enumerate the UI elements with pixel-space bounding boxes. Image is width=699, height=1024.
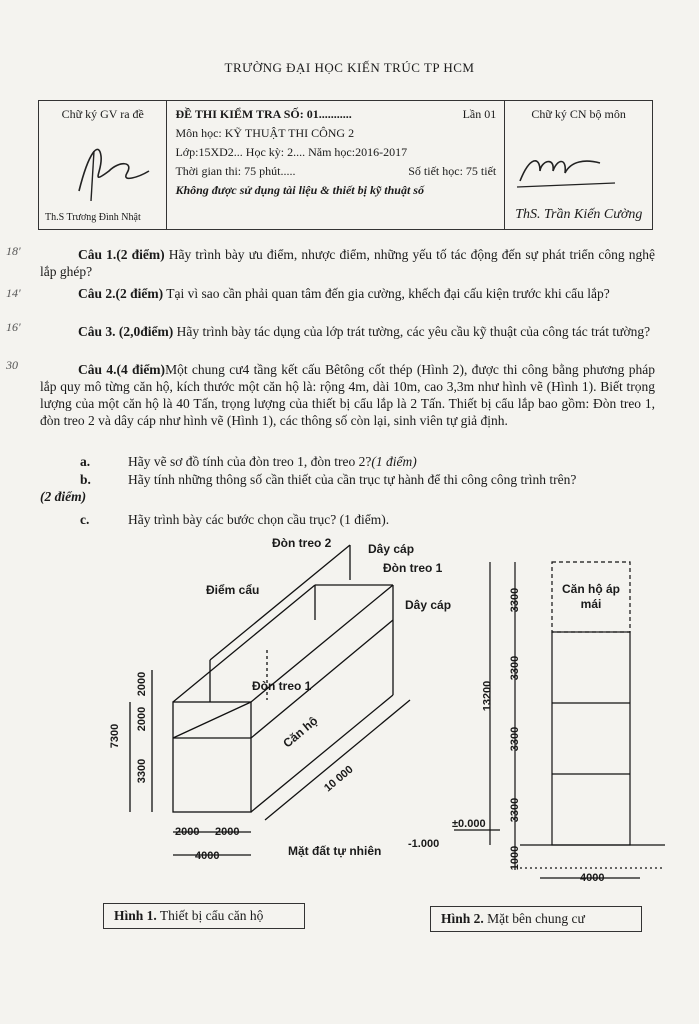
lecturer-signature-label: Chữ ký GV ra đề [61,107,144,121]
exam-title: ĐỀ THI KIỂM TRA SỐ: 01........... [175,107,352,121]
fig1-dim-2000-b: 2000 [136,706,149,732]
question-4-text: Một chung cư4 tầng kết cấu Bêtông cốt thép (Hình 2), được thi công bằng phương pháp lắp quy mô từng căn hộ, kích thước một căn hộ là: rộng 4m, dài 10m, cao 3,3m như hình vẽ (Hình 1). Biết trọng lượng của một căn hộ là 40 Tấn, trọng lượng của thiết bị cẩu lắp là 2 Tấn. Thiết bị cẩu lắp bao gồm: Đòn treo 1, đòn treo 2 và dây cáp như hình vẽ (Hình 1), các thông số còn lại, sinh viên tự giả định. [40,362,655,428]
exam-info-cell [167,101,505,230]
head-signature-icon [505,111,655,221]
question-4 [40,361,655,429]
fig2-dim-13200: 13200 [481,680,494,712]
head-signature-label: Chữ ký CN bộ môn [531,107,626,121]
fig1-label-day-cap-right: Dây cáp [405,598,452,612]
subquestion-a-score: (1 điểm) [371,454,417,469]
subquestion-b-text: Hãy tính những thông số cần thiết của cần trục tự hành để thi công công trình trên? [128,472,577,487]
fig2-label-can-ho-ap-mai: Căn hộ áp mái [561,582,620,611]
fig1-label-diem-cau: Điểm cẩu [206,583,260,597]
head-signature-cell [505,101,653,230]
margin-note-4: 30 [6,358,18,372]
exam-class-line: Lớp:15XD2... Học kỳ: 2.... Năm học:2016-2017 [175,145,408,159]
question-1 [40,246,655,280]
figure-2-caption [430,906,642,932]
fig2-dim-3300-1: 3300 [509,587,522,613]
subquestion-c-text: Hãy trình bày các bước chọn cầu trục? (1 điểm). [128,512,390,527]
fig2-dim-3300-4: 3300 [509,797,522,823]
fig1-label-don-treo-2: Đòn treo 2 [272,536,332,550]
figure-1-drawing [130,545,410,855]
question-1-text: Hãy trình bày ưu điểm, nhược điểm, những yếu tố tác động đến sự phát triển công nghệ lắp ghép? [40,247,655,279]
exam-header-table [38,100,653,230]
figure-1-caption-bold: Hình 1. [114,908,157,923]
question-2-text: Tại vì sao cần phải quan tâm đến gia cường, khếch đại cấu kiện trước khi cẩu lắp? [163,286,610,301]
lecturer-signature-icon [39,111,169,221]
subquestion-a [128,454,417,470]
margin-note-1: 18' [6,244,21,258]
lecturer-signature-cell [39,101,167,230]
question-2 [40,285,655,302]
fig1-label-ground: Mặt đất tự nhiên [288,844,382,858]
figure-1-caption [103,903,305,929]
subquestion-a-text: Hãy vẽ sơ đồ tính của đòn treo 1, đòn treo 2? [128,454,372,469]
fig1-dim-w2000-a: 2000 [175,826,200,838]
fig1-dim-3300: 3300 [136,758,149,784]
fig2-dim-3300-2: 3300 [509,655,522,681]
question-3-head: Câu 3. (2,0điểm) [78,324,174,339]
fig2-dim-w4000: 4000 [580,872,605,884]
fig1-dim-w2000-b: 2000 [215,826,240,838]
margin-note-3: 16' [6,320,21,334]
apartment-front-face [173,702,251,812]
figure-2-caption-bold: Hình 2. [441,911,484,926]
fig2-dim-1000: 1000 [509,845,522,871]
fig1-dim-7300: 7300 [109,723,122,749]
subquestion-a-label: a. [80,454,91,469]
fig2-label-level-0: ±0.000 [452,818,486,830]
fig1-dim-w4000: 4000 [195,850,220,862]
figure-2-caption-text: Mặt bên chung cư [483,911,585,926]
question-2-head: Câu 2.(2 điểm) [78,286,164,301]
margin-note-2: 14' [6,286,21,300]
lecturer-name: Th.S Trương Đình Nhật [45,212,141,223]
exam-note: Không được sử dụng tài liệu & thiết bị kỹ thuật số [175,183,424,197]
head-name: ThS. Trần Kiến Cường [515,207,643,222]
fig1-label-day-cap-top: Dây cáp [368,542,415,556]
question-3 [40,323,655,340]
figure-1-caption-text: Thiết bị cẩu căn hộ [156,908,264,923]
fig1-dim-2000-a: 2000 [136,671,149,697]
question-1-head: Câu 1.(2 điểm) [78,247,165,262]
building-elevation [552,632,630,845]
question-3-text: Hãy trình bày tác dụng của lớp trát tường, các yêu cầu kỹ thuật của công tác trát tường? [173,324,651,339]
subquestion-c-label: c. [80,512,90,527]
exam-attempt: Lần 01 [462,107,497,121]
exam-subject: Môn học: KỸ THUẬT THI CÔNG 2 [175,126,355,140]
fig1-label-length: 10 000 [322,763,356,795]
question-4-head: Câu 4.(4 điểm) [78,362,166,377]
school-name: TRƯỜNG ĐẠI HỌC KIẾN TRÚC TP HCM [224,60,475,75]
fig1-label-don-treo-1: Đòn treo 1 [252,679,312,693]
fig2-dim-3300-3: 3300 [509,726,522,752]
fig1-label-don-treo-1-top: Đòn treo 1 [383,561,443,575]
fig1-label-can-ho: Căn hộ [280,713,321,751]
subquestion-b-label: b. [80,472,91,487]
exam-periods: Số tiết học: 75 tiết [408,164,497,178]
exam-time: Thời gian thi: 75 phút..... [175,164,296,178]
fig1-label-level-minus-1: -1.000 [408,838,440,850]
subquestion-b-score: (2 điểm) [40,489,87,504]
